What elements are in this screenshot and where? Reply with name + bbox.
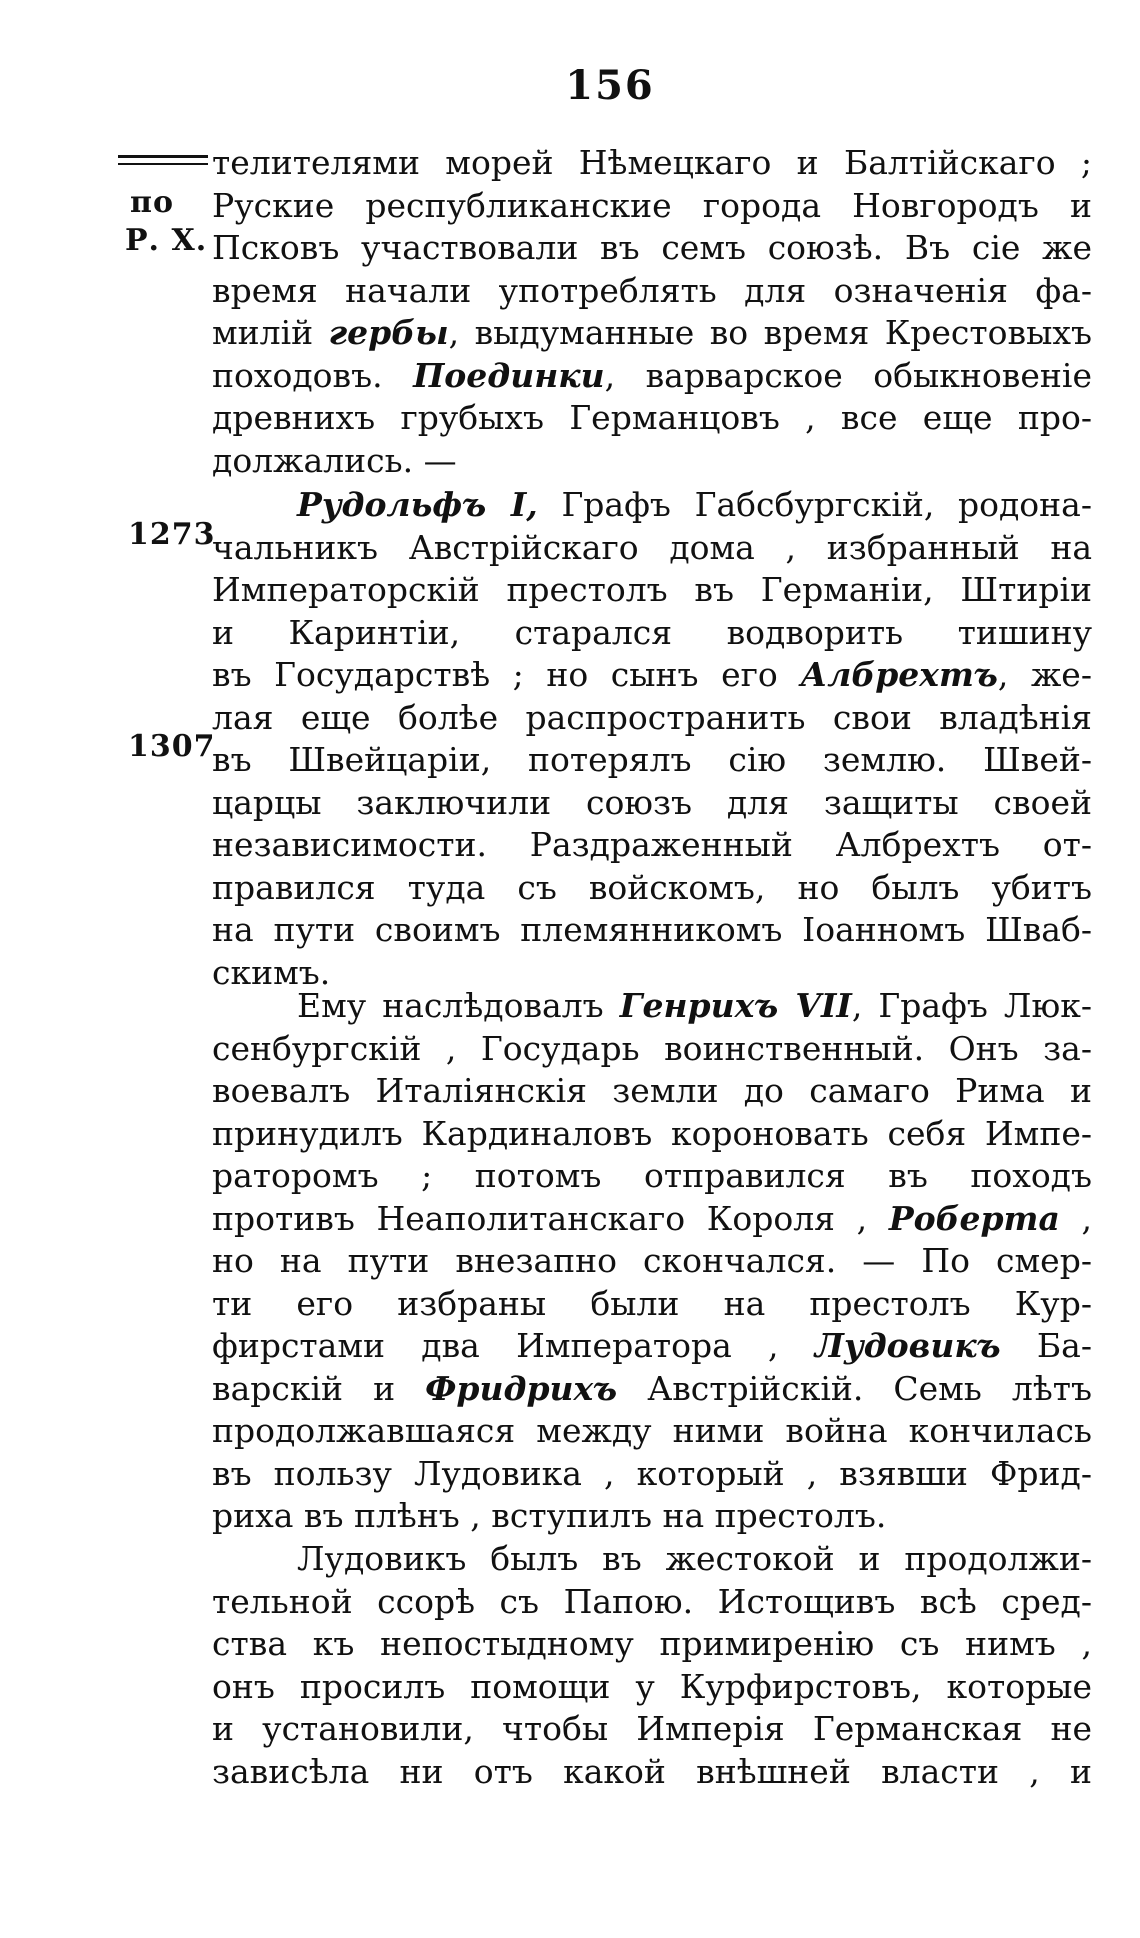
margin-note-era: по xyxy=(130,185,174,220)
italic-term: гербы xyxy=(328,313,449,352)
text-line: онъ просилъ помощи у Курфирстовъ, которые xyxy=(212,1666,1092,1706)
text-line: Ему наслѣдовалъ Генрихъ VII, Графъ Люк- xyxy=(297,986,1092,1025)
section-rule xyxy=(118,163,208,165)
margin-note-year: 1307 xyxy=(128,729,216,764)
text-line: продолжавшаяся между ними война кончилась xyxy=(212,1411,1092,1450)
text-line: скимъ. xyxy=(212,952,331,992)
text-line: лая еще болѣе распространить свои владѣнія xyxy=(212,697,1092,737)
text-line: и установили, чтобы Имперія Германская не xyxy=(212,1709,1092,1748)
italic-name: Албрехтъ xyxy=(800,655,998,694)
text-line: походовъ. Поединки, варварское обыкновеніе xyxy=(212,355,1092,395)
text-line: правился туда съ войскомъ, но былъ убитъ xyxy=(212,867,1092,907)
italic-name: Фридрихъ xyxy=(425,1368,618,1408)
text-line: тельной ссорѣ съ Папою. Истощивъ всѣ сред- xyxy=(212,1581,1092,1621)
text-line: Лудовикъ былъ въ жестокой и продолжи- xyxy=(297,1539,1092,1578)
text-line: Рудольфъ I, Графъ Габсбургскій, родона- xyxy=(297,485,1092,524)
text-line: время начали употреблять для означенія фа- xyxy=(212,270,1092,310)
text-line: чальникъ Австрійскаго дома , избранный на xyxy=(212,527,1092,567)
italic-name: Роберта xyxy=(888,1198,1060,1238)
text-line: милій гербы, выдуманные во время Крестовыхъ xyxy=(212,313,1092,352)
margin-note-era: Р. Х. xyxy=(125,223,208,258)
paragraph-4 xyxy=(212,1538,1092,1793)
page-number: 156 xyxy=(565,62,655,109)
text-line: Псковъ участвовали въ семъ союзѣ. Въ сіе же xyxy=(212,228,1092,267)
paragraph-2 xyxy=(212,484,1092,994)
text-line: противъ Неаполитанскаго Короля , Роберта , xyxy=(212,1198,1092,1238)
text-line: Руские республиканские города Новгородъ и xyxy=(212,185,1092,225)
text-line: но на пути внезапно скончался. — По смер- xyxy=(212,1241,1092,1280)
italic-term: Поединки xyxy=(413,355,605,395)
text-line: въ Государствѣ ; но сынъ его Албрехтъ, же- xyxy=(212,655,1092,694)
text-line: на пути своимъ племянникомъ Іоанномъ Шваб- xyxy=(212,910,1092,949)
text-line: сенбургскій , Государь воинственный. Онъ за- xyxy=(212,1028,1092,1068)
text-line: ства къ непостыдному примиренію съ нимъ , xyxy=(212,1624,1092,1663)
text-line: раторомъ ; потомъ отправился въ походъ xyxy=(212,1156,1092,1195)
italic-name: Генрихъ VII xyxy=(619,986,852,1025)
paragraph-1 xyxy=(212,142,1092,482)
italic-name: Рудольфъ I, xyxy=(297,485,538,524)
text-line: древнихъ грубыхъ Германцовъ , все еще про- xyxy=(212,398,1092,437)
text-line: ти его избраны были на престолъ Кур- xyxy=(212,1283,1092,1323)
text-line: и Каринтіи, старался водворить тишину xyxy=(212,612,1092,652)
margin-note-year: 1273 xyxy=(128,517,216,552)
text-line: варскій и Фридрихъ Австрійскій. Семь лѣтъ xyxy=(212,1368,1092,1408)
text-line: риха въ плѣнъ , вступилъ на престолъ. xyxy=(212,1496,887,1535)
italic-name: Лудовикъ xyxy=(814,1326,1001,1365)
text-line: царцы заключили союзъ для защиты своей xyxy=(212,782,1092,822)
text-line: должались. — xyxy=(212,440,457,480)
text-line: въ Швейцаріи, потерялъ сію землю. Швей- xyxy=(212,740,1092,779)
text-line: принудилъ Кардиналовъ короновать себя Импе- xyxy=(212,1113,1092,1153)
text-line: воевалъ Италіянскія земли до самаго Рима и xyxy=(212,1071,1092,1110)
text-line: Императорскій престолъ въ Германіи, Штиріи xyxy=(212,570,1092,609)
paragraph-3 xyxy=(212,985,1092,1538)
text-line: фирстами два Императора , Лудовикъ Ба- xyxy=(212,1326,1092,1365)
section-rule xyxy=(118,155,208,158)
text-line: въ пользу Лудовика , который , взявши Фрид- xyxy=(212,1453,1092,1493)
text-line: зависѣла ни отъ какой внѣшней власти , и xyxy=(212,1751,1092,1791)
text-line: независимости. Раздраженный Албрехтъ от- xyxy=(212,825,1092,864)
text-line: телителями морей Нѣмецкаго и Балтійскаго ; xyxy=(212,143,1092,182)
